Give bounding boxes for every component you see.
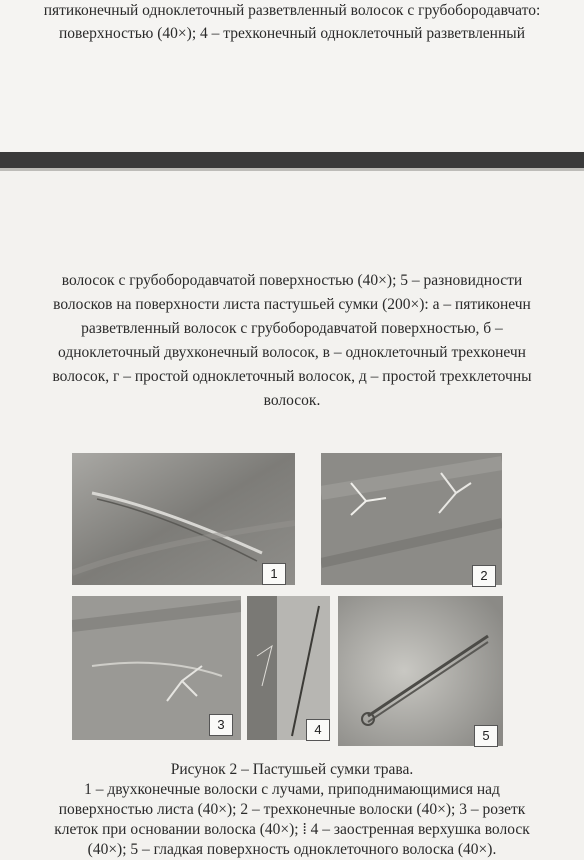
text-line: пятиконечный одноклеточный разветвленный волосок с грубобородавчато: <box>43 2 541 19</box>
micrograph-5 <box>338 596 503 746</box>
caption-line: поверхностью листа (40×); 2 – трехконечные волоски (40×); 3 – розетк <box>58 801 526 818</box>
caption-line: (40×); 5 – гладкая поверхность одноклеточного волоска (40×). <box>87 841 497 858</box>
page-divider <box>0 152 584 168</box>
text-line: волосков на поверхности листа пастушьей сумки (200×): а – пятиконечн <box>53 296 531 313</box>
text-line: одноклеточный двухконечный волосок, в – одноклеточный трехконечн <box>58 344 526 361</box>
previous-page-fragment <box>0 0 584 152</box>
text-line: разветвленный волосок с грубобородавчатой поверхностью, б – <box>81 320 503 337</box>
text-line: волосок, г – простой одноклеточный волосок, д – простой трехклеточны <box>52 368 532 385</box>
figure-label-3: 3 <box>209 714 233 736</box>
figure-label-2: 2 <box>472 565 496 587</box>
caption-line: 1 – двухконечные волоски с лучами, приподнимающимися над <box>84 781 500 798</box>
text-line: волосок. <box>263 392 321 409</box>
figure-caption-title: Рисунок 2 – Пастушьей сумки трава. <box>170 761 414 778</box>
caption-line: клеток при основании волоска (40×); ⁞ 4 – заостренная верхушка волоск <box>54 821 530 838</box>
figure-label-1: 1 <box>262 563 286 585</box>
figure-label-5: 5 <box>474 725 498 747</box>
figure-label-4: 4 <box>306 719 330 741</box>
text-line: волосок с грубобородавчатой поверхностью (40×); 5 – разновидности <box>61 272 523 289</box>
text-line: поверхностью (40×); 4 – трехконечный одноклеточный разветвленный <box>59 25 525 42</box>
